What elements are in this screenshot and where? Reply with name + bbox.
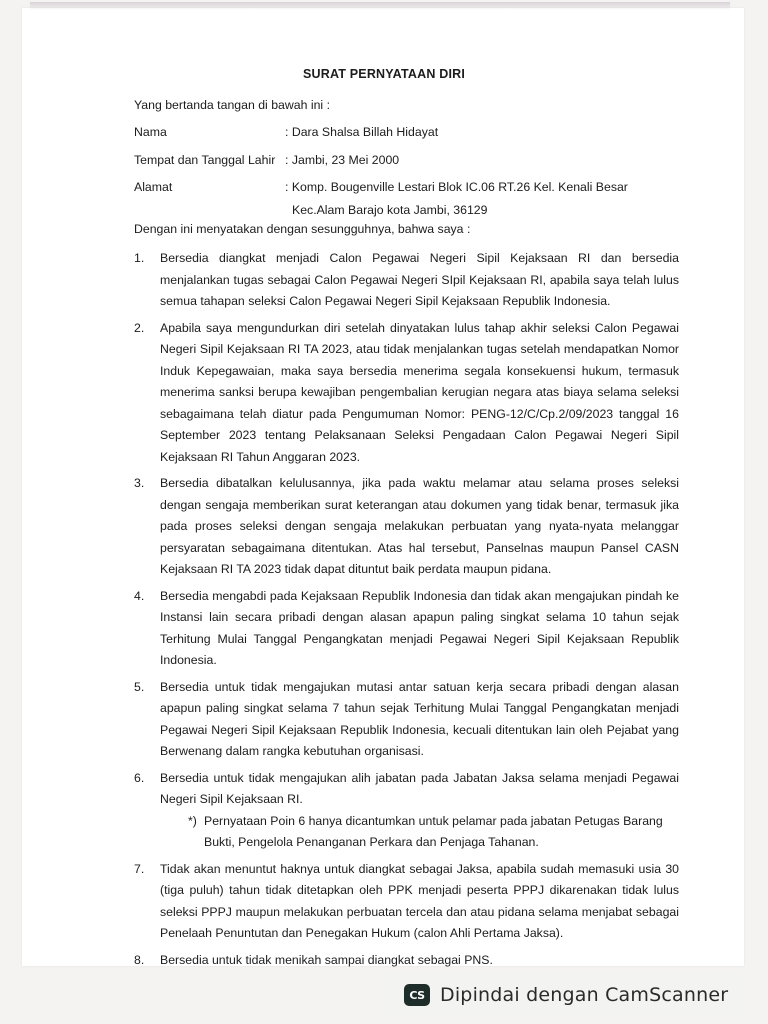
- statement-list: [134, 248, 679, 976]
- list-item: [134, 859, 679, 945]
- item-number: 1.: [134, 251, 145, 265]
- footnote-text: Pernyataan Poin 6 hanya dicantumkan untuk pelamar pada jabatan Petugas Barang Bukti, Pengelola Penanganan Perkara dan Penjaga Tahanan.: [204, 813, 663, 849]
- document-title: SURAT PERNYATAAN DIRI: [302, 67, 466, 81]
- item-text: Tidak akan menuntut haknya untuk diangkat sebagai Jaksa, apabila sudah memasuki usia 30 (tiga puluh) tahun tidak ditetapkan oleh PPK menjadi peserta PPPJ dikarenakan tidak lulus seleksi PPPJ maupun melakukan perbuatan tercela dan atau pidana selama menjabat sebagai Penelaah Penuntutan dan Penegakan Hukum (calon Ahli Pertama Jaksa).: [160, 861, 679, 940]
- item-text: Bersedia untuk tidak mengajukan alih jabatan pada Jabatan Jaksa selama menjadi Pegawai Negeri Sipil Kejaksaan RI.: [160, 770, 679, 806]
- list-item: [134, 677, 679, 763]
- birth-value: : Jambi, 23 Mei 2000: [285, 153, 400, 167]
- item-number: 2.: [134, 320, 145, 335]
- item-text: Bersedia diangkat menjadi Calon Pegawai Negeri Sipil Kejaksaan RI dan bersedia menjalankan tugas sebagai Calon Pegawai Negeri SIpil Kejaksaan RI, apabila saya telah lulus semua tahapan seleksi Calon Pegawai Negeri Sipil Kejaksaan Republik Indonesia.: [160, 251, 679, 308]
- footnote-mark: *): [188, 813, 197, 828]
- address-value-line-1: : Komp. Bougenville Lestari Blok IC.06 RT.26 Kel. Kenali Besar: [285, 180, 628, 194]
- address-value-line-2: Kec.Alam Barajo kota Jambi, 36129: [292, 203, 488, 217]
- camscanner-watermark: [386, 973, 745, 1017]
- list-item: [134, 318, 679, 469]
- list-item: [134, 950, 679, 972]
- item-text: Bersedia untuk tidak mengajukan mutasi antar satuan kerja secara pribadi dengan alasan apapun paling singkat selama 7 tahun sejak Terhitung Mulai Tanggal Pengangkatan menjadi Pegawai Negeri Sipil Kejaksaan Republik Indonesia, kecuali ditentukan lain oleh Pejabat yang Berwenang dalam rangka kebutuhan organisasi.: [160, 679, 679, 758]
- item-number: 7.: [134, 861, 145, 876]
- list-item: [134, 586, 679, 672]
- item-text: Bersedia untuk tidak menikah sampai diangkat sebagai PNS.: [160, 952, 493, 967]
- item-number: 3.: [134, 476, 145, 490]
- list-item: [134, 248, 679, 313]
- watermark-text: Dipindai dengan CamScanner: [440, 984, 729, 1006]
- camscanner-logo-icon: CS: [404, 984, 430, 1006]
- item-number: 5.: [134, 679, 145, 694]
- address-label: Alamat: [134, 180, 173, 194]
- birth-label: Tempat dan Tanggal Lahir: [134, 153, 276, 167]
- name-label: Nama: [134, 125, 167, 139]
- item-text: Bersedia dibatalkan kelulusannya, jika pada waktu melamar atau selama proses seleksi dengan sengaja memberikan surat keterangan atau dokumen yang tidak benar, termasuk jika pada proses seleksi dengan sengaja melakukan perbuatan yang nyata-nyata melanggar persyaratan sebagaimana ditentukan. Atas hal tersebut, Panselnas maupun Pansel CASN Kejaksaan RI TA 2023 tidak dapat dituntut baik perdata maupun pidana.: [160, 476, 679, 576]
- item-number: 4.: [134, 588, 145, 603]
- intro-text: Yang bertanda tangan di bawah ini :: [134, 98, 330, 112]
- list-item: [134, 768, 679, 854]
- item-number: 6.: [134, 770, 145, 785]
- item-text: Apabila saya mengundurkan diri setelah dinyatakan lulus tahap akhir seleksi Calon Pegawai Negeri Sipil Kejaksaan RI TA 2023, atau tidak menjalankan tugas setelah mendapatkan Nomor Induk Kepegawaian, maka saya bersedia menerima segala konsekuensi hukum, termasuk menerima sanksi berupa kewajiban pengembalian kerugian negara atas biaya selama seleksi sebagaimana telah diatur pada Pengumuman Nomor: PENG-12/C/Cp.2/09/2023 tanggal 16 September 2023 tentang Pelaksanaan Seleksi Pengadaan Calon Pegawai Negeri Sipil Kejaksaan RI Tahun Anggaran 2023.: [160, 320, 679, 464]
- item-number: 8.: [134, 952, 145, 967]
- list-item: [134, 473, 679, 581]
- footnote: [160, 811, 679, 854]
- opening-statement: Dengan ini menyatakan dengan sesungguhnya, bahwa saya :: [134, 222, 471, 236]
- scan-edge-shadow: [30, 2, 730, 10]
- name-value: : Dara Shalsa Billah Hidayat: [285, 125, 439, 139]
- item-text: Bersedia mengabdi pada Kejaksaan Republik Indonesia dan tidak akan mengajukan pindah ke Instansi lain secara pribadi dengan alasan apapun paling singkat selama 10 tahun sejak Terhitung Mulai Tanggal Pengangkatan menjadi Pegawai Negeri Sipil Kejaksaan Republik Indonesia.: [160, 588, 679, 667]
